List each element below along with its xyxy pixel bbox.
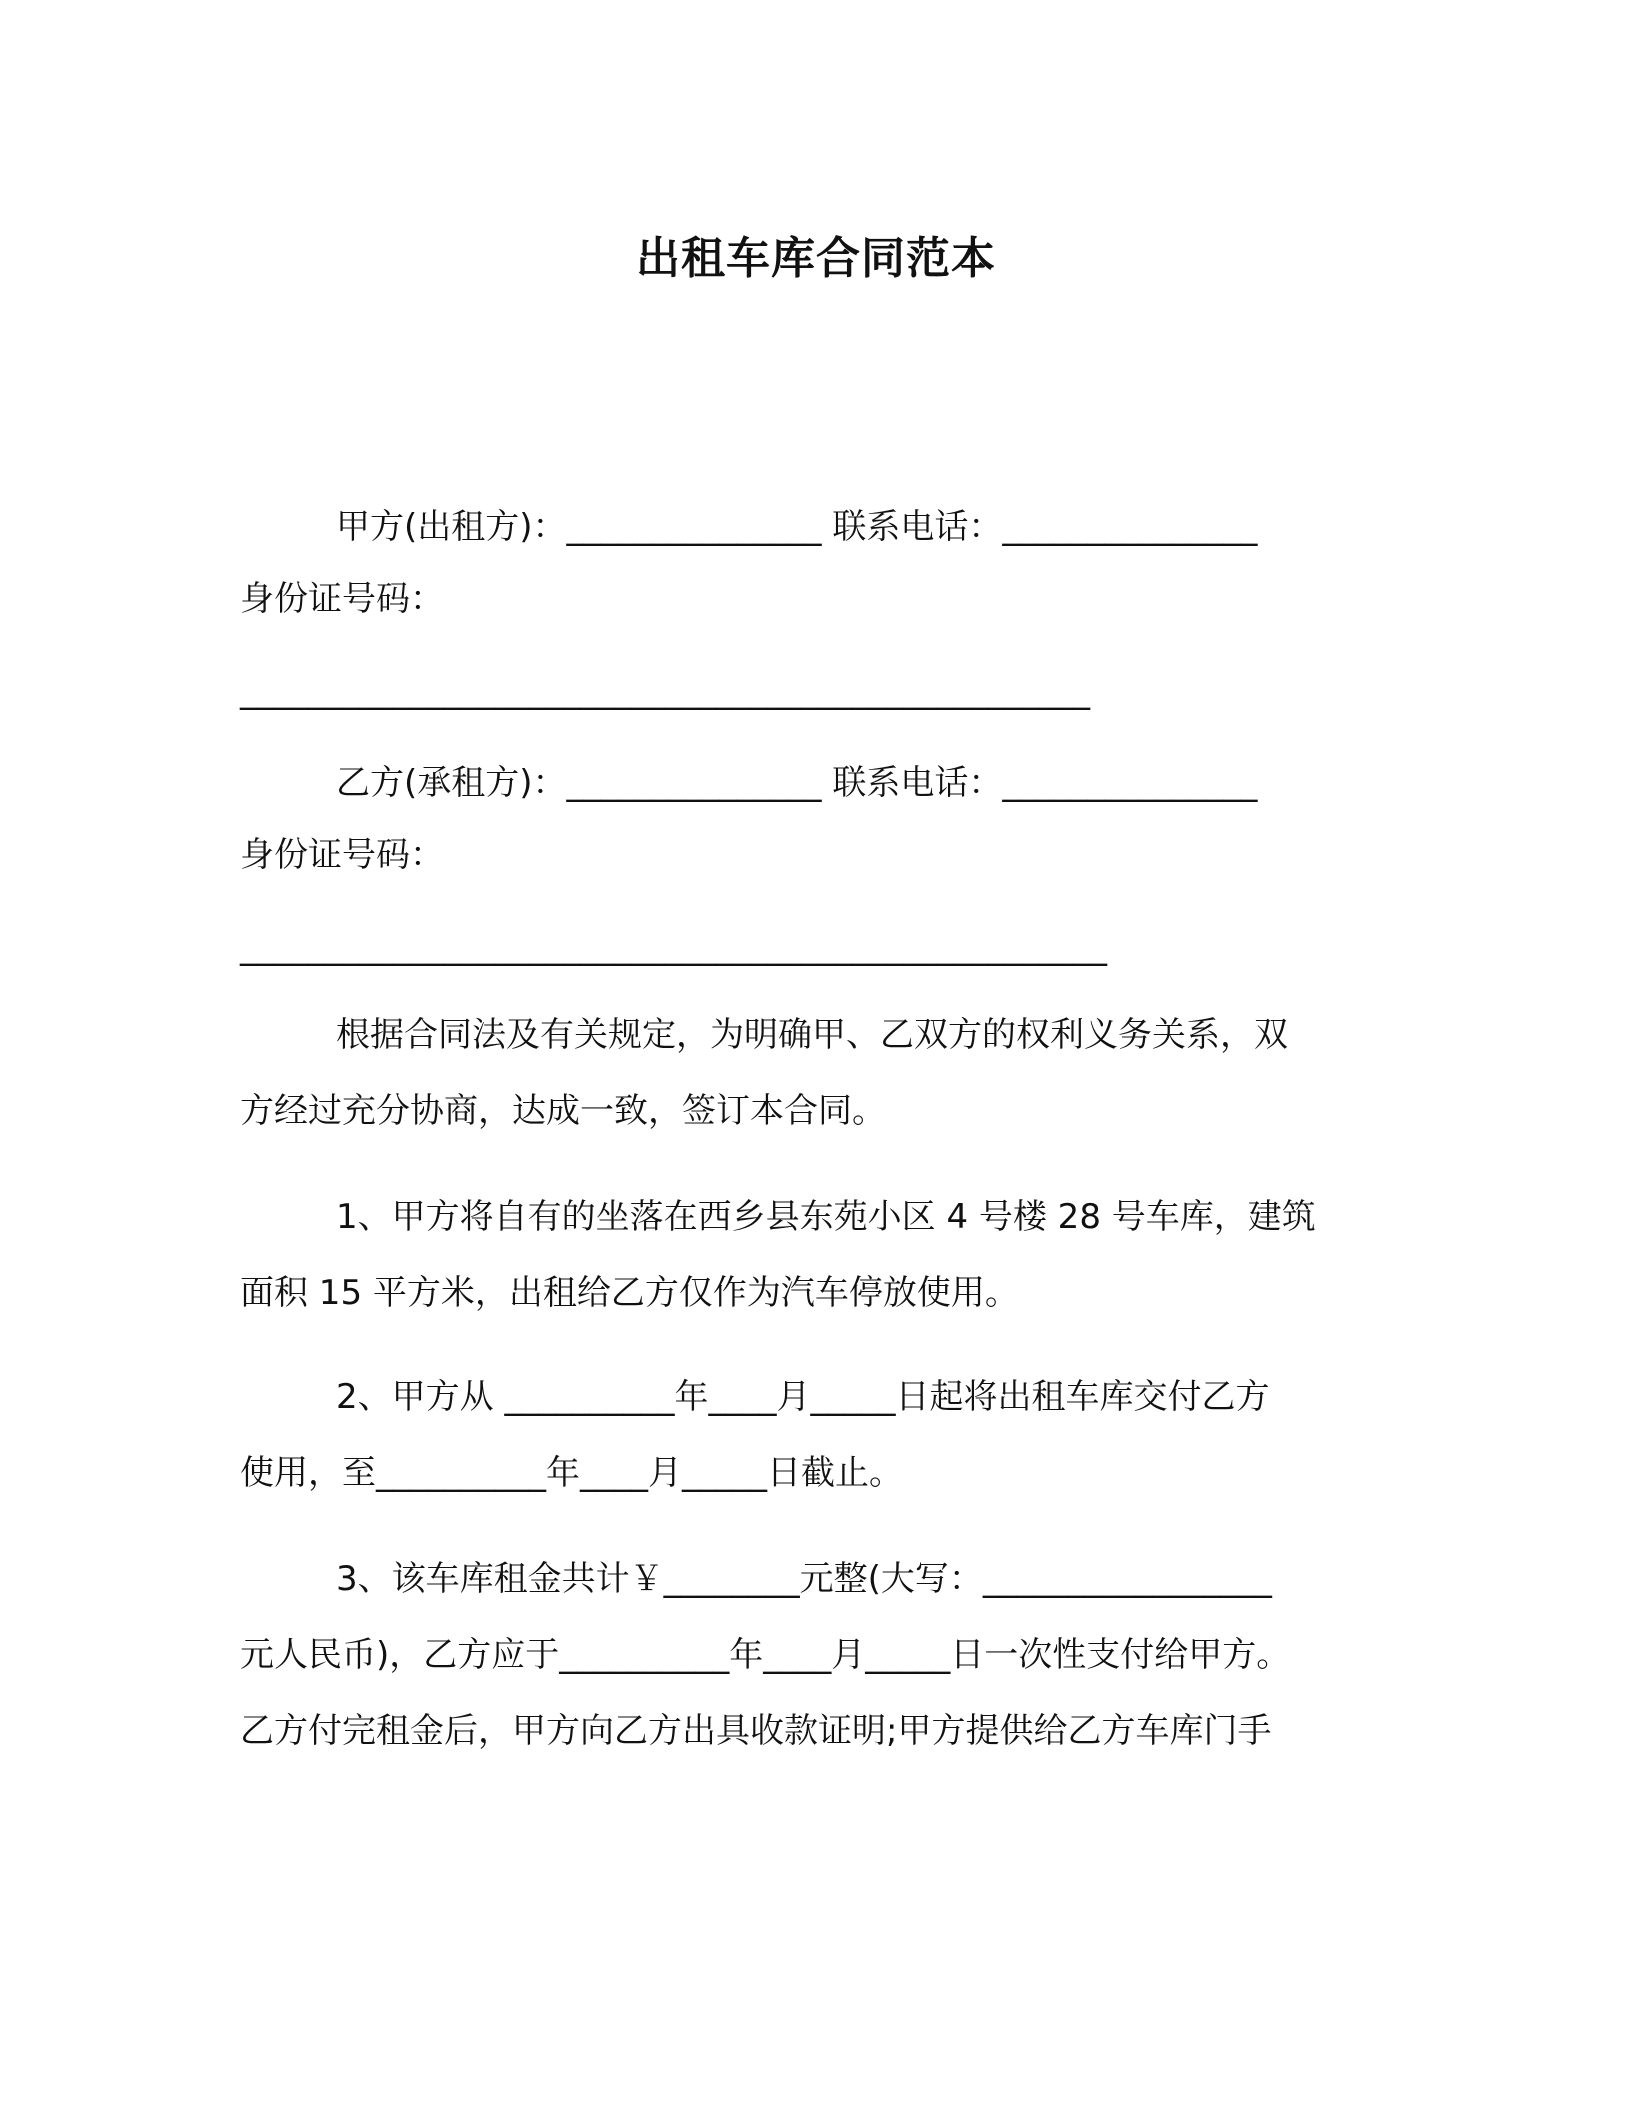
party-b-id-label: 身份证号码： (240, 835, 444, 875)
party-b-line: 乙方(承租方)：_______________ 联系电话：_______________ (336, 763, 1258, 803)
clause-3-line-1: 3、该车库租金共计￥________元整(大写：_________________ (336, 1559, 1272, 1599)
clause-1-line-2: 面积 15 平方米，出租给乙方仅作为汽车停放使用。 (240, 1273, 1019, 1313)
clause-2-line-1: 2、甲方从 __________年____月_____日起将出租车库交付乙方 (336, 1377, 1270, 1417)
clause-2-line-2: 使用，至__________年____月_____日截止。 (240, 1453, 903, 1493)
party-a-id-label: 身份证号码： (240, 579, 444, 619)
clause-1-line-1: 1、甲方将自有的坐落在西乡县东苑小区 4 号楼 28 号车库，建筑 (336, 1197, 1316, 1237)
party-a-id-blank: __________________________________________________ (240, 671, 1090, 711)
party-b-id-blank: ___________________________________________________ (240, 927, 1107, 967)
preamble-line-2: 方经过充分协商，达成一致，签订本合同。 (240, 1091, 886, 1131)
party-a-line: 甲方(出租方)：_______________ 联系电话：_______________ (336, 507, 1258, 547)
clause-3-line-3: 乙方付完租金后，甲方向乙方出具收款证明;甲方提供给乙方车库门手 (240, 1711, 1272, 1751)
document-title: 出租车库合同范本 (636, 233, 996, 284)
clause-3-line-2: 元人民币)，乙方应于__________年____月_____日一次性支付给甲方。 (240, 1635, 1291, 1675)
preamble-line-1: 根据合同法及有关规定，为明确甲、乙双方的权利义务关系，双 (336, 1015, 1288, 1055)
